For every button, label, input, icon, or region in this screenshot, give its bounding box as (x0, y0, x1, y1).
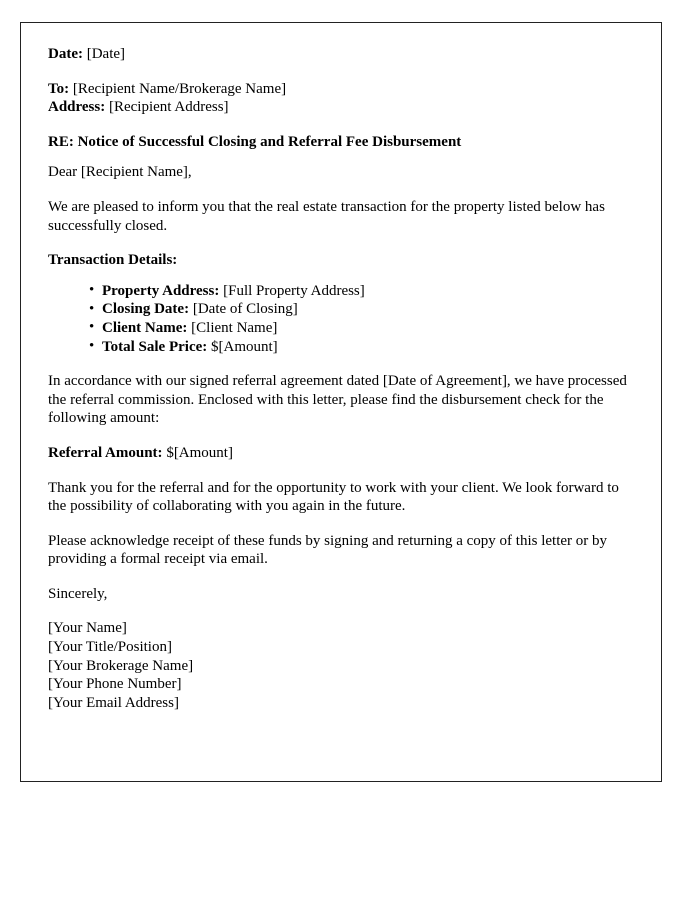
address-value: [Recipient Address] (108, 99, 229, 116)
referral-amount-line (48, 444, 628, 463)
to-label: To: (48, 80, 70, 97)
detail-value: [Full Property Address] (223, 282, 365, 299)
detail-label: Total Sale Price: (102, 338, 208, 355)
letter-page (20, 22, 662, 782)
list-item (89, 338, 628, 357)
signature-line: [Your Brokerage Name] (48, 657, 194, 674)
to-value: [Recipient Name/Brokerage Name] (72, 80, 287, 97)
closing-line: Sincerely, (48, 585, 108, 602)
referral-amount-value: $[Amount] (166, 444, 233, 461)
address-label: Address: (48, 99, 106, 116)
recipient-block (48, 80, 628, 117)
list-item (89, 300, 628, 319)
detail-value: $[Amount] (211, 338, 278, 355)
detail-label: Client Name: (102, 319, 188, 336)
subject-line: RE: Notice of Successful Closing and Referral Fee Disbursement (48, 133, 462, 150)
signature-line: [Your Phone Number] (48, 676, 182, 693)
signature-line: [Your Name] (48, 620, 127, 637)
date-value: [Date] (86, 46, 126, 62)
acknowledge-paragraph: Please acknowledge receipt of these funds by signing and returning a copy of this letter or by providing a formal receipt via email. (48, 532, 608, 568)
transaction-details-list (48, 282, 628, 356)
date-label: Date: (48, 46, 83, 62)
list-item (89, 319, 628, 338)
signature-block (48, 619, 628, 712)
detail-label: Property Address: (102, 282, 220, 299)
referral-amount-label: Referral Amount: (48, 444, 163, 461)
detail-label: Closing Date: (102, 301, 190, 318)
date-line (48, 45, 628, 64)
agreement-paragraph: In accordance with our signed referral agreement dated [Date of Agreement], we have processed the referral commission. Enclosed with this letter, please find the disbursement check for the following amount: (48, 373, 627, 427)
signature-line: [Your Email Address] (48, 694, 179, 711)
detail-value: [Client Name] (191, 319, 278, 336)
list-item (89, 282, 628, 301)
salutation: Dear [Recipient Name], (48, 164, 192, 181)
intro-paragraph: We are pleased to inform you that the real estate transaction for the property listed below has successfully closed. (48, 198, 605, 234)
thanks-paragraph: Thank you for the referral and for the opportunity to work with your client. We look forward to the possibility of collaborating with you again in the future. (48, 479, 619, 515)
detail-value: [Date of Closing] (192, 301, 298, 318)
transaction-details-heading: Transaction Details: (48, 252, 178, 269)
letter-body (48, 45, 628, 712)
signature-line: [Your Title/Position] (48, 639, 172, 656)
